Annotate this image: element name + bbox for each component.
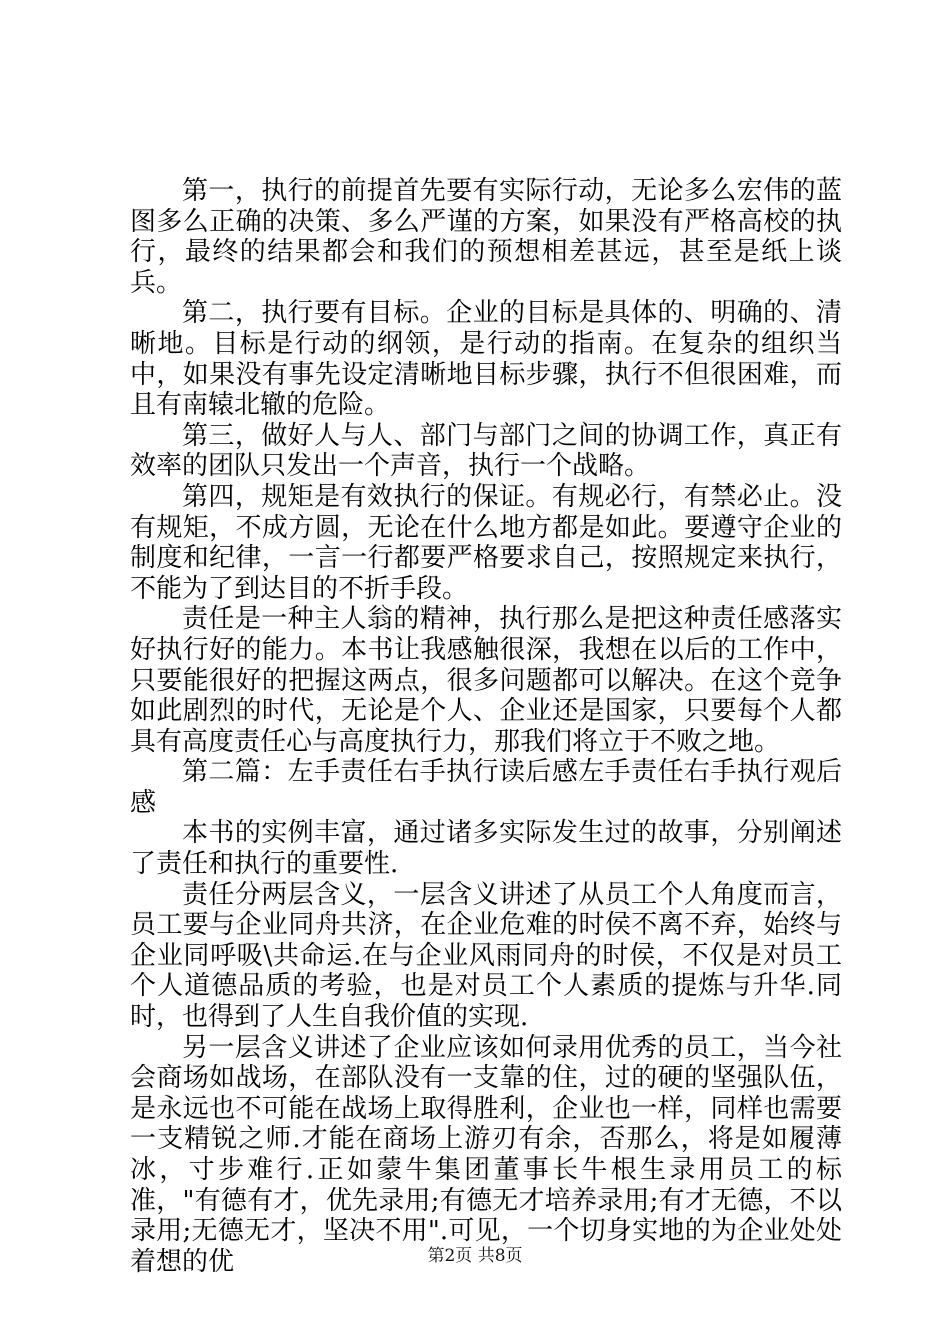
paragraph-2: 第二，执行要有目标。企业的目标是具体的、明确的、清晰地。目标是行动的纲领，是行动的指南。在复杂的组织当中，如果没有事先设定清晰地目标步骤，执行不但很困难，而且有南辕北辙的危险。 [130,298,842,421]
paragraph-6: 本书的实例丰富，通过诸多实际发生过的故事，分别阐述了责任和执行的重要性. [130,818,842,880]
paragraph-1: 第一，执行的前提首先要有实际行动，无论多么宏伟的蓝图多么正确的决策、多么严谨的方案，如果没有严格高校的执行，最终的结果都会和我们的预想相差甚远，甚至是纸上谈兵。 [130,176,842,298]
paragraph-5: 责任是一种主人翁的精神，执行那么是把这种责任感落实好执行好的能力。本书让我感触很深，我想在以后的工作中，只要能很好的把握这两点，很多问题都可以解决。在这个竞争如此剧烈的时代，无论是个人、企业还是国家，只要每个人都具有高度责任心与高度执行力，那我们将立于不败之地。 [130,604,842,757]
paragraph-4: 第四，规矩是有效执行的保证。有规必行，有禁必止。没有规矩，不成方圆，无论在什么地方都是如此。要遵守企业的制度和纪律，一言一行都要严格要求自己，按照规定来执行，不能为了到达目的不折手段。 [130,481,842,604]
paragraph-7: 责任分两层含义，一层含义讲述了从员工个人角度而言，员工要与企业同舟共济，在企业危难的时侯不离不弃，始终与企业同呼吸\共命运.在与企业风雨同舟的时侯，不仅是对员工个人道德品质的考验，也是对员工个人素质的提炼与升华.同时，也得到了人生自我价值的实现. [130,879,842,1033]
paragraph-3: 第三，做好人与人、部门与部门之间的协调工作，真正有效率的团队只发出一个声音，执行一个战略。 [130,420,842,482]
section-heading: 第二篇：左手责任右手执行读后感左手责任右手执行观后感 [130,757,842,818]
document-body [130,176,842,1277]
page-footer: 第2页 共8页 [427,1246,523,1266]
paragraph-8: 另一层含义讲述了企业应该如何录用优秀的员工，当今社会商场如战场，在部队没有一支靠的住，过的硬的坚强队伍，是永远也不可能在战场上取得胜利，企业也一样，同样也需要一支精锐之师.才能在商场上游刃有余，否那么，将是如履薄冰，寸步难行.正如蒙牛集团董事长牛根生录用员工的标准，"有德有才，优先录用;有德无才培养录用;有才无德，不以录用;无德无才，坚决不用".可见，一个切身实地的为企业处处着想的优 [130,1032,842,1277]
